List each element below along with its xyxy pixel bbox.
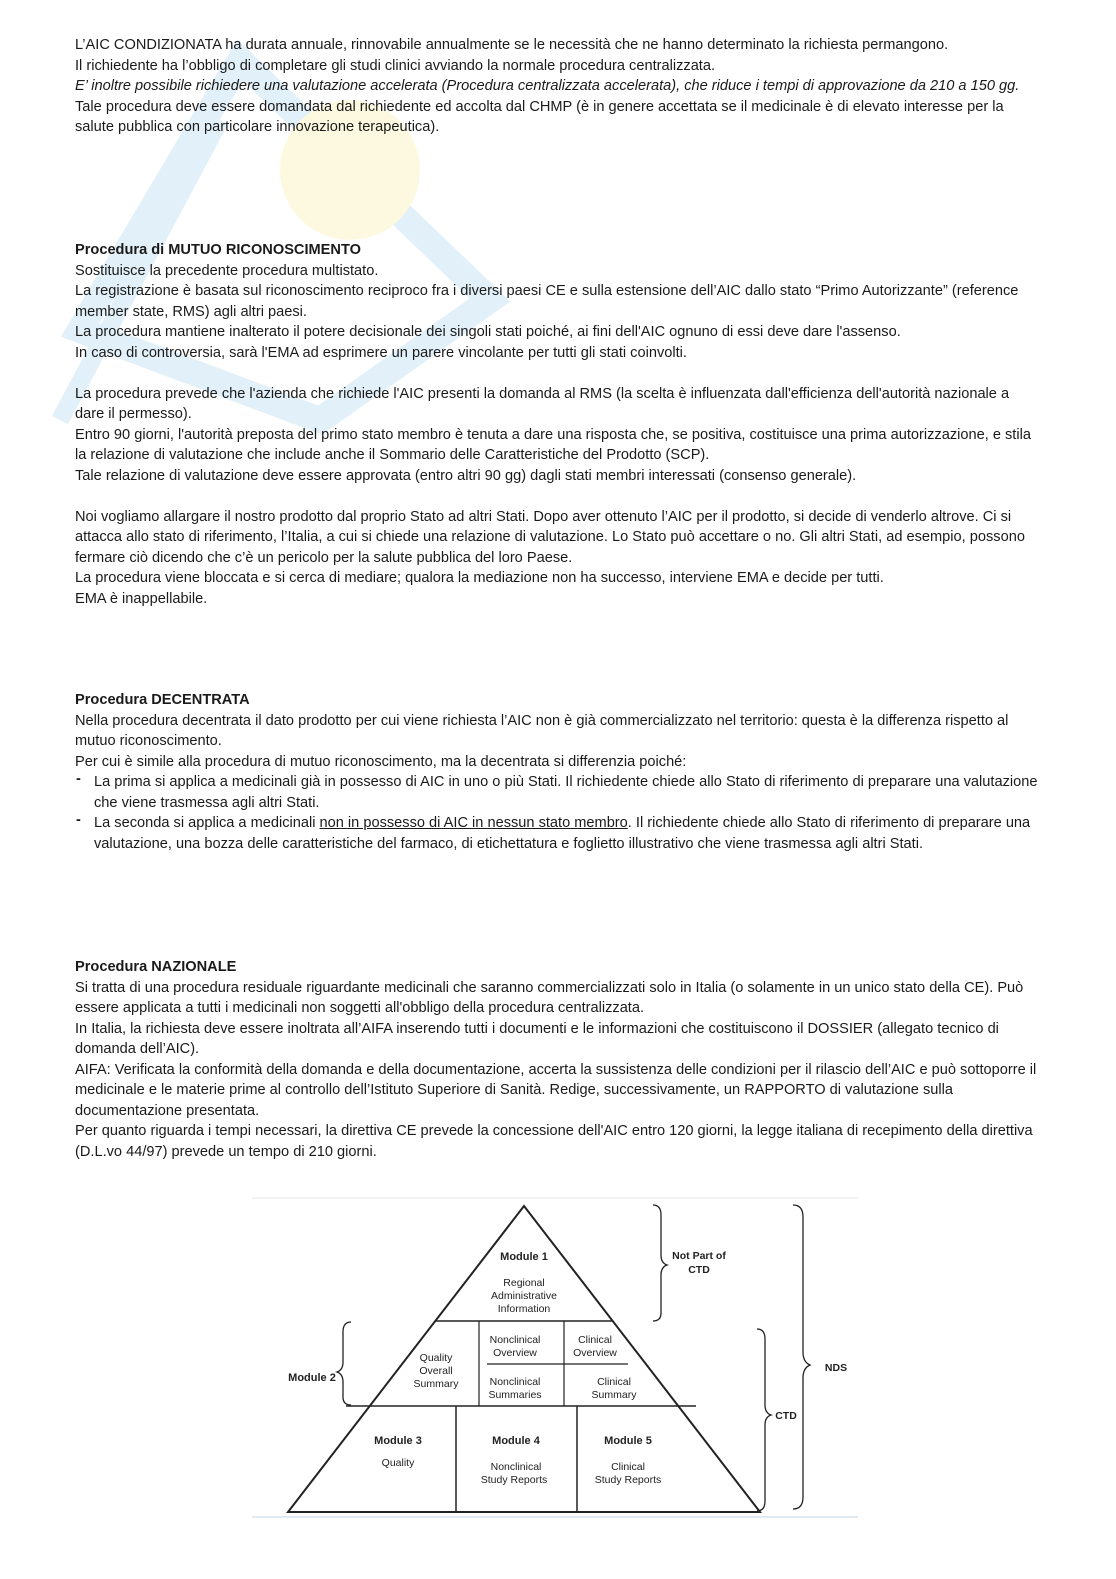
decentrata-p1: Nella procedura decentrata il dato prodotto per cui viene richiesta l’AIC non è già commercializzato nel territorio: questa è la differenza rispetto al mutuo riconoscimento. (75, 712, 1009, 749)
list-item (75, 813, 1040, 854)
module5-label: Module 5 (604, 1435, 652, 1447)
decentrata-section (75, 690, 1040, 854)
ctd-brace (757, 1329, 771, 1511)
mutuo-p8: Noi vogliamo allargare il nostro prodotto dal proprio Stato ad altri Stati. Dopo aver ottenuto l’AIC per il prodotto, si decide di venderlo altrove. Ci si attacca allo stato di riferimento, l’Italia, a cui si chiede una relazione di valutazione. Lo Stato può accettare o no. Gli altri Stati, ad esempio, possono fermare ciò dicendo che c’è un pericolo per la salute pubblica del loro Paese. (75, 508, 1025, 566)
mutuo-p10: EMA è inappellabile. (75, 590, 208, 607)
intro-section (75, 35, 1040, 138)
module4-label: Module 4 (492, 1435, 540, 1447)
list-item-underlined: non in possesso di AIC in nessun stato membro (319, 815, 628, 831)
cl-summary-line: Summary (591, 1389, 637, 1401)
module4-desc-line: Study Reports (480, 1474, 548, 1486)
nazionale-p2: In Italia, la richiesta deve essere inoltrata all’AIFA inserendo tutti i documenti e le informazioni che costituiscono il DOSSIER (allegato tecnico di domanda dell’AIC). (75, 1020, 999, 1057)
nazionale-section (75, 957, 1040, 1162)
nazionale-p4: Per quanto riguarda i tempi necessari, la direttiva CE prevede la concessione dell'AIC entro 120 giorni, la legge italiana di recepimento della direttiva (D.L.vo 44/97) prevede un tempo di 210 giorni. (75, 1123, 1033, 1160)
cl-overview-line: Overview (573, 1347, 617, 1359)
mutuo-p1: Sostituisce la precedente procedura multistato. (75, 262, 379, 279)
module5-desc-line: Study Reports (594, 1474, 662, 1486)
ctd-label: CTD (775, 1410, 797, 1422)
not-part-line: CTD (688, 1264, 710, 1276)
not-part-brace (653, 1205, 667, 1321)
mutuo-section (75, 240, 1040, 609)
qos-line: Overall (419, 1365, 453, 1377)
nc-summaries-line: Nonclinical (489, 1376, 541, 1388)
ctd-pyramid-figure (252, 1197, 858, 1519)
cl-summary-line: Clinical (597, 1376, 631, 1388)
list-item-text: La seconda si applica a medicinali (94, 815, 320, 831)
mutuo-p6: Entro 90 giorni, l'autorità preposta del primo stato membro è tenuta a dare una risposta che, se positiva, costituisce una prima autorizzazione, e stila la relazione di valutazione che include anche il Sommario delle Caratteristiche del Prodotto (SCP). (75, 426, 1031, 463)
mutuo-p7: Tale relazione di valutazione deve essere approvata (entro altri 90 gg) dagli stati membri interessati (consenso generale). (75, 467, 857, 484)
decentrata-title: Procedura DECENTRATA (75, 692, 250, 708)
qos-line: Summary (413, 1378, 459, 1390)
nazionale-p1: Si tratta di una procedura residuale riguardante medicinali che saranno commercializzati solo in Italia (o solamente in un unico stato della CE). Può essere applicata a tutti i medicinali non soggetti all'obbligo della procedura centralizzata. (75, 979, 1024, 1016)
module3-desc: Quality (381, 1457, 415, 1469)
module1-desc-line: Information (497, 1303, 551, 1315)
cl-overview-line: Clinical (578, 1334, 612, 1346)
module4-desc-line: Nonclinical (490, 1461, 542, 1473)
intro-p4: Tale procedura deve essere domandata dal richiedente ed accolta dal CHMP (è in genere accettata se il medicinale è di elevato interesse per la salute pubblica con particolare innovazione terapeutica). (75, 98, 1004, 135)
module1-desc-line: Administrative (491, 1290, 557, 1302)
module5-desc-line: Clinical (611, 1461, 645, 1473)
ctd-pyramid-diagram (252, 1197, 858, 1519)
list-item-text: . Il richiedente chiede allo Stato di riferimento di preparare una valutazione, una bozza delle caratteristiche del farmaco, di etichettatura e foglietto illustrativo che viene trasmessa agli altri Stati. (94, 815, 1031, 852)
module3-label: Module 3 (374, 1435, 422, 1447)
decentrata-p2: Per cui è simile alla procedura di mutuo riconoscimento, ma la decentrata si differenzia poiché: (75, 753, 687, 770)
module2-brace (337, 1322, 351, 1405)
nds-brace (793, 1205, 810, 1509)
list-item: - La prima si applica a medicinali già in possesso di AIC in uno o più Stati. Il richiedente chiede allo Stato di riferimento di preparare una valutazione che viene trasmessa agli altri Stati. (75, 772, 1040, 813)
intro-p3: E’ inoltre possibile richiedere una valutazione accelerata (Procedura centralizzata accelerata), che riduce i tempi di approvazione da 210 a 150 gg. (75, 78, 1020, 94)
mutuo-p3: La procedura mantiene inalterato il potere decisionale dei singoli stati poiché, ai fini dell'AIC ognuno di essi deve dare l'assenso. (75, 324, 901, 340)
module1-desc-line: Regional (503, 1277, 545, 1289)
mutuo-p2: La registrazione è basata sul riconoscimento reciproco fra i diversi paesi CE e sulla estensione dell’AIC dallo stato “Primo Autorizzante” (reference member state, RMS) agli altri paesi. (75, 283, 1019, 320)
nazionale-p3: AIFA: Verificata la conformità della domanda e della documentazione, accerta la sussistenza delle condizioni per il rilascio dell’AIC e può sottoporre il medicinale e le materie prime al controllo dell’Istituto Superiore di Sanità. Redige, successivamente, un RAPPORTO di valutazione sulla documentazione presentata. (75, 1061, 1037, 1119)
nazionale-title: Procedura NAZIONALE (75, 959, 237, 975)
intro-p1: L’AIC CONDIZIONATA ha durata annuale, rinnovabile annualmente se le necessità che ne hanno determinato la richiesta permangono. (75, 37, 949, 53)
intro-p2: Il richiedente ha l’obbligo di completare gli studi clinici avviando la normale procedura centralizzata. (75, 57, 716, 74)
nc-summaries-line: Summaries (488, 1389, 542, 1401)
mutuo-p4: In caso di controversia, sarà l'EMA ad esprimere un parere vincolante per tutti gli stati coinvolti. (75, 344, 687, 361)
mutuo-p5: La procedura prevede che l'azienda che richiede l'AIC presenti la domanda al RMS (la scelta è influenzata dall'efficienza dell'autorità nazionale a dare il permesso). (75, 385, 1010, 422)
module2-label: Module 2 (288, 1372, 336, 1384)
nc-overview-line: Nonclinical (489, 1334, 541, 1346)
qos-line: Quality (419, 1352, 453, 1364)
module1-label: Module 1 (500, 1251, 548, 1263)
not-part-line: Not Part of (672, 1250, 726, 1262)
mutuo-title: Procedura di MUTUO RICONOSCIMENTO (75, 242, 361, 258)
decentrata-list (75, 772, 1040, 854)
nc-overview-line: Overview (493, 1347, 537, 1359)
mutuo-p9: La procedura viene bloccata e si cerca di mediare; qualora la mediazione non ha successo, interviene EMA e decide per tutti. (75, 570, 884, 586)
nds-label: NDS (824, 1362, 848, 1374)
